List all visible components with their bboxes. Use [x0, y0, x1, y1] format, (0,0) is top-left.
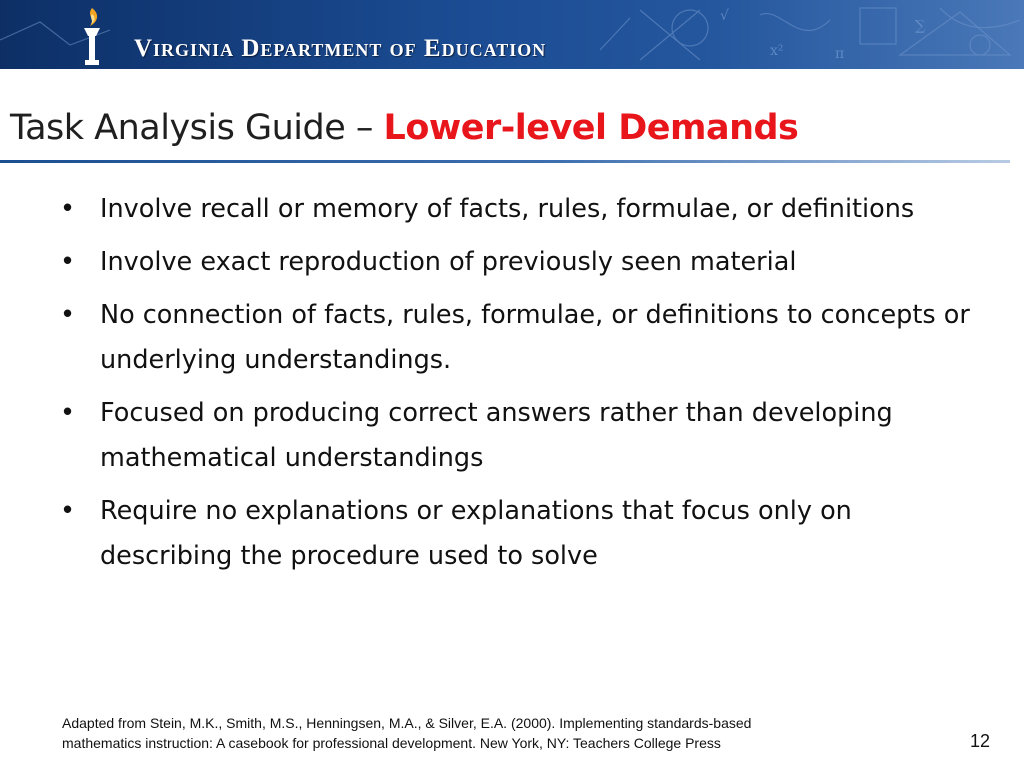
- citation: [62, 713, 942, 753]
- bullet-dot-icon: •: [60, 300, 76, 330]
- title-divider: [0, 160, 1010, 163]
- list-item: [60, 489, 980, 579]
- bullet-dot-icon: •: [60, 496, 76, 526]
- bullet-text: Require no explanations or explanations that focus only on describing the procedure used to solve: [100, 496, 852, 571]
- svg-text:√: √: [720, 8, 729, 24]
- bullet-text: No connection of facts, rules, formulae, or definitions to concepts or underlying understandings.: [100, 300, 970, 375]
- bullet-list: [60, 187, 980, 587]
- bullet-dot-icon: •: [60, 247, 76, 277]
- list-item: [60, 391, 980, 481]
- slide-title: [10, 108, 798, 148]
- svg-text:π: π: [835, 46, 845, 62]
- header-banner: [0, 0, 1024, 69]
- bullet-text: Focused on producing correct answers rather than developing mathematical understandings: [100, 398, 893, 473]
- citation-line: mathematics instruction: A casebook for professional development. New York, NY: Teachers College Press: [62, 735, 721, 751]
- title-highlight: Lower-level Demands: [383, 108, 799, 148]
- svg-text:∑: ∑: [915, 18, 925, 34]
- list-item: [60, 240, 980, 285]
- page-number: 12: [970, 731, 991, 751]
- list-item: [60, 187, 980, 232]
- list-item: [60, 293, 980, 383]
- bullet-text: Involve exact reproduction of previously seen material: [100, 247, 797, 277]
- citation-line: Adapted from Stein, M.K., Smith, M.S., Henningsen, M.A., & Silver, E.A. (2000). Implementing standards-based: [62, 715, 752, 731]
- bullet-dot-icon: •: [60, 194, 76, 224]
- bullet-dot-icon: •: [60, 398, 76, 428]
- title-prefix: Task Analysis Guide –: [10, 108, 384, 148]
- torch-icon: [78, 6, 106, 68]
- bullet-text: Involve recall or memory of facts, rules, formulae, or definitions: [100, 194, 915, 224]
- svg-text:x²: x²: [770, 43, 784, 59]
- organization-name: Virginia Department of Education: [134, 35, 547, 62]
